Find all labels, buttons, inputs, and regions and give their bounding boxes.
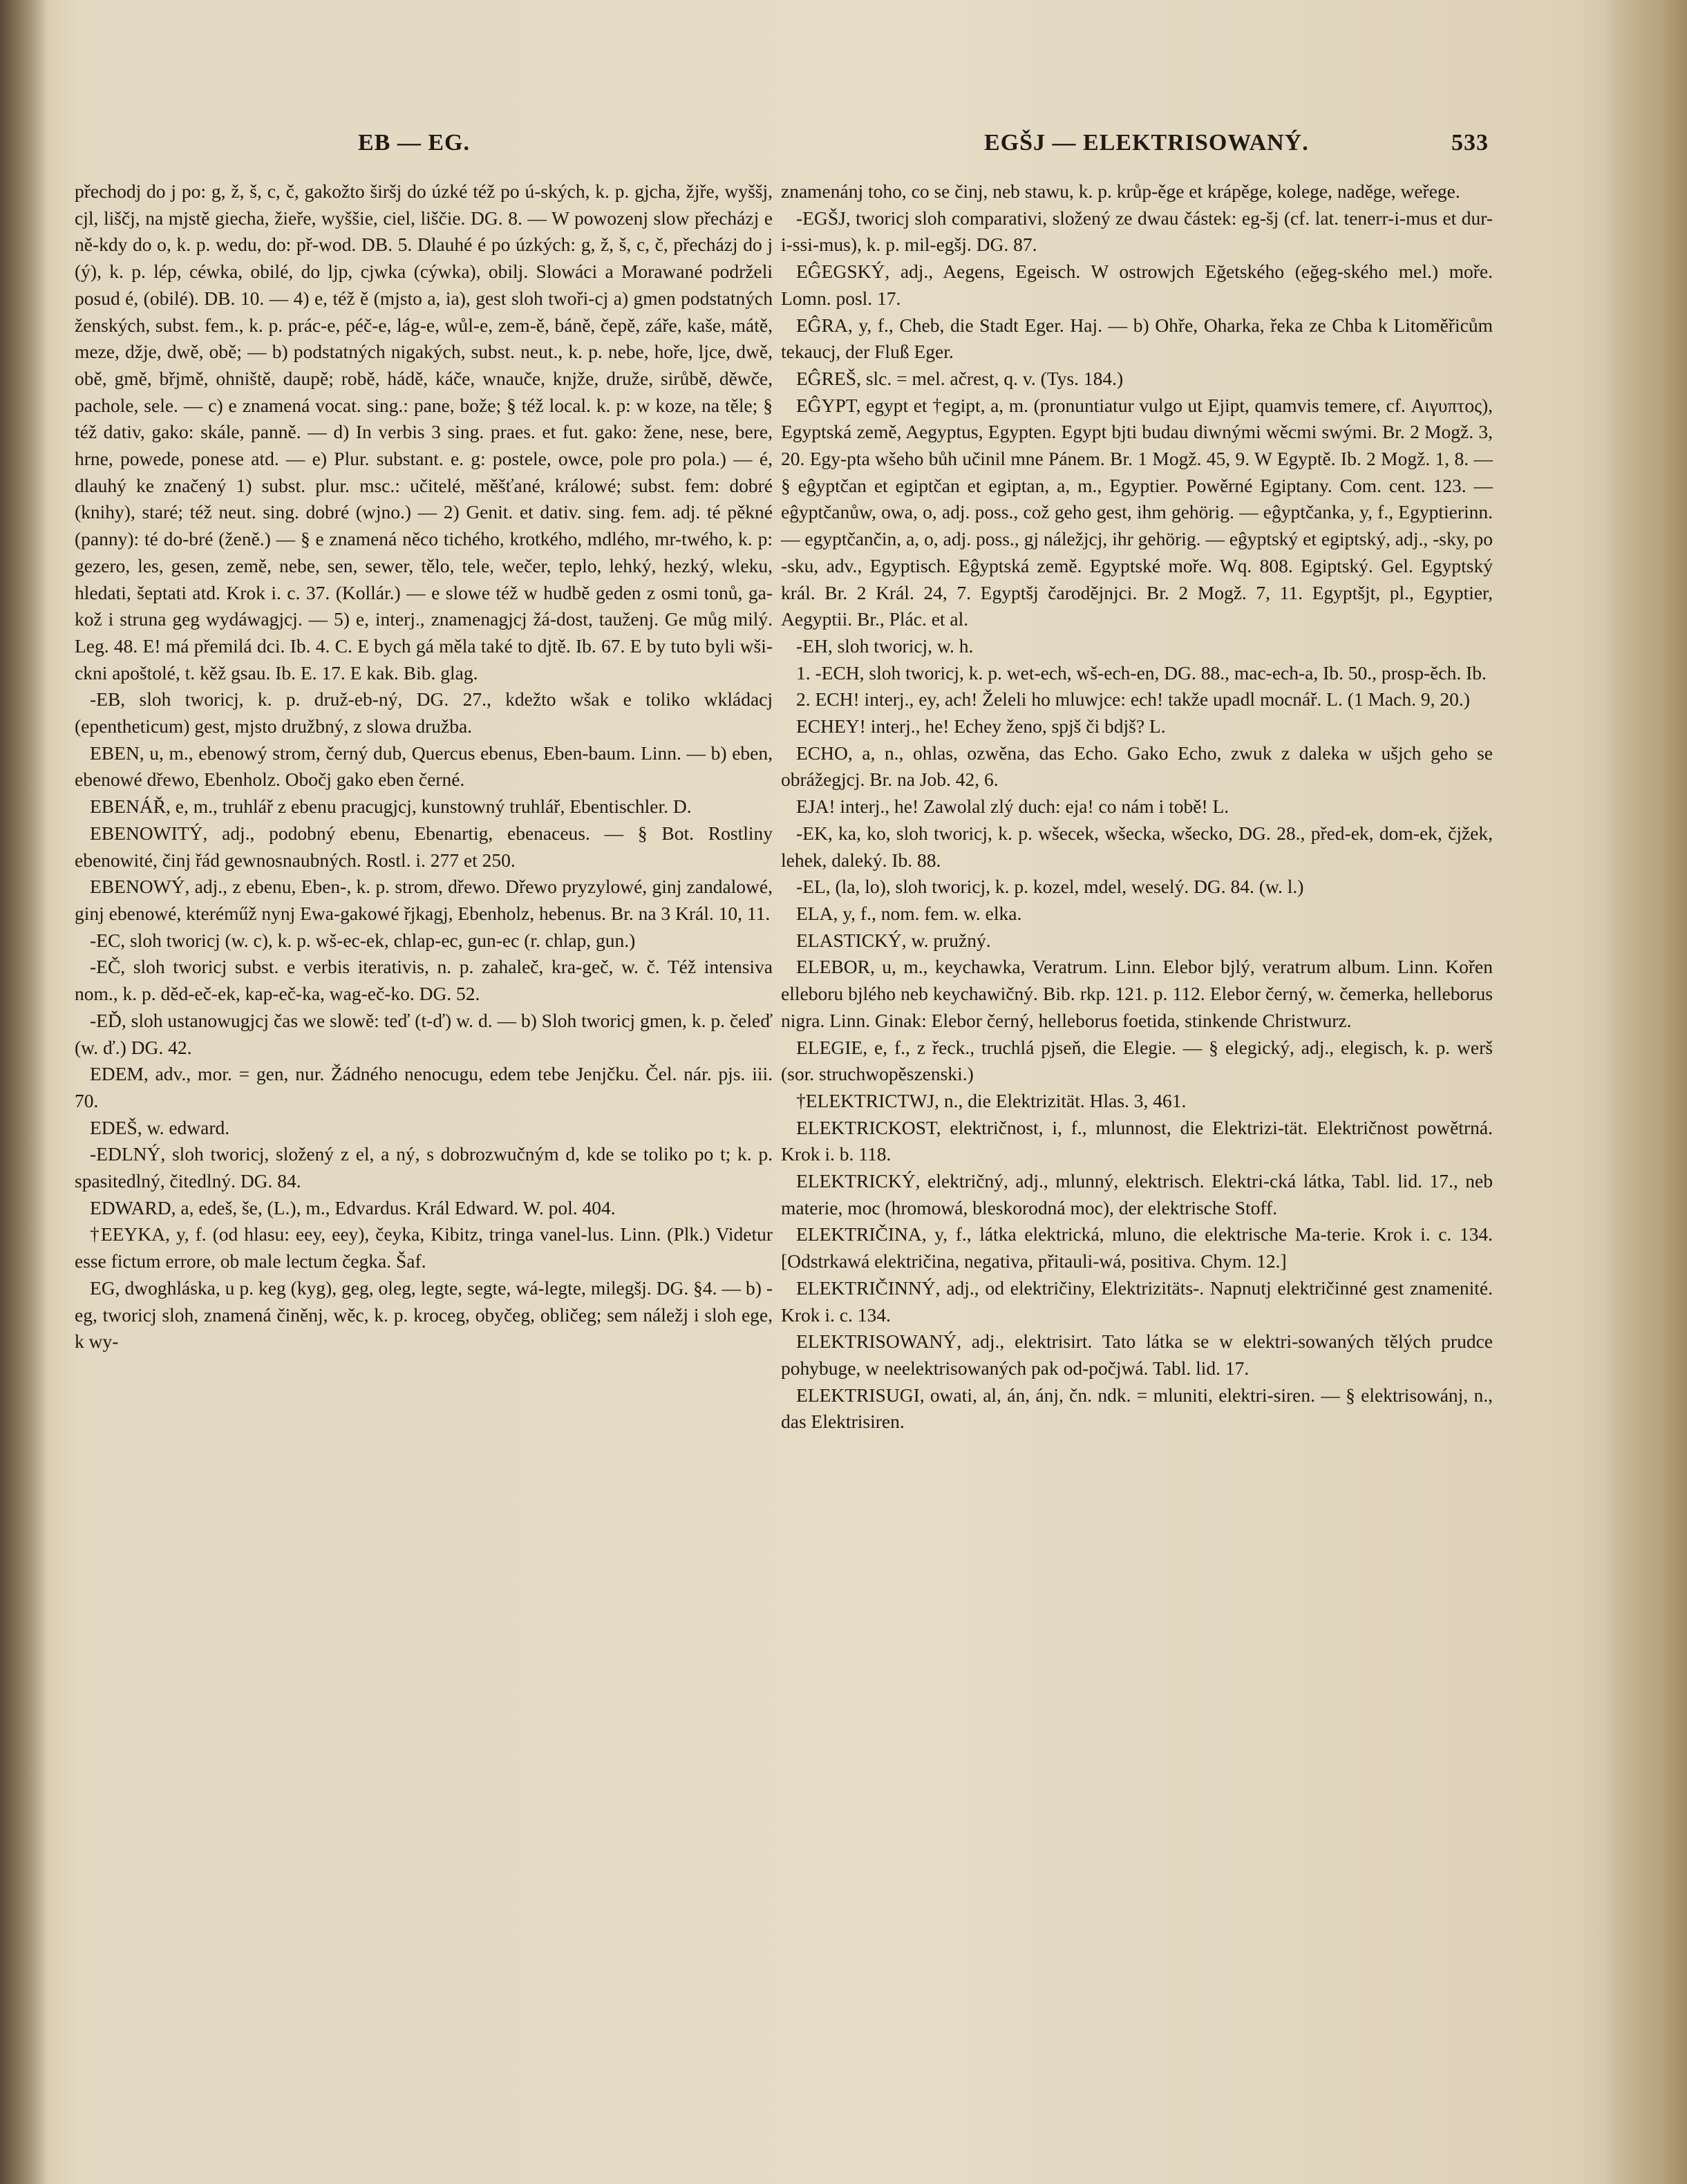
dictionary-entry: ECHEY! interj., he! Echey ženo, spjš či bdjš? L. bbox=[796, 715, 1166, 737]
dictionary-entry: ELASTICKÝ, w. pružný. bbox=[796, 929, 991, 951]
dictionary-entry: -EH, sloh tworicj, w. h. bbox=[796, 634, 974, 657]
dictionary-entry: EG, dwoghláska, u p. keg (kyg), geg, oleg, legte, segte, wá-legte, milegšj. DG. §4. — b) -eg, tworicj sloh, znamená činěnj, wěc, k. p. kroceg, obyčeg, obličeg; sem náležj i sloh ege, k wy- bbox=[75, 1277, 773, 1353]
dictionary-entry: ELEKTRICKOST, električnost, i, f., mlunnost, die Elektrizi-tät. Električnost powětrná. Krok i. b. 118. bbox=[781, 1116, 1493, 1165]
dictionary-entry: znamenánj toho, co se činj, neb stawu, k. p. krůp-ěge et krápěge, kolege, naděge, weřege. bbox=[781, 180, 1460, 202]
dictionary-entry: 1. -ECH, sloh tworicj, k. p. wet-ech, wš-ech-en, DG. 88., mac-ech-a, Ib. 50., prosp-ěch. Ib. bbox=[796, 661, 1487, 684]
dictionary-entry: ELEKTRIČINA, y, f., látka elektrická, mluno, die elektrische Ma-terie. Krok i. c. 134. [Odstrkawá električina, negativa, přitauli-wá, positiva. Chym. 12.] bbox=[781, 1223, 1493, 1272]
running-head-right: EGŠJ — ELEKTRISOWANÝ. bbox=[984, 130, 1309, 156]
dictionary-entry: -EDLNÝ, sloh tworicj, složený z el, a ný, s dobrozwučným d, kde se toliko po t; k. p. spasitedlný, čitedlný. DG. 84. bbox=[75, 1143, 773, 1192]
dictionary-entry: EBEN, u, m., ebenowý strom, černý dub, Quercus ebenus, Eben-baum. Linn. — b) eben, ebenowé dřewo, Ebenholz. Obočj gako eben černé. bbox=[75, 742, 773, 791]
left-column bbox=[75, 178, 773, 1355]
dictionary-entry: ELEKTRICKÝ, električný, adj., mlunný, elektrisch. Elektri-cká látka, Tabl. lid. 17., neb materie, moc (hromowá, bleskorodná moc), der elektrische Stoff. bbox=[781, 1170, 1493, 1218]
page-gutter-shadow bbox=[0, 0, 48, 2184]
dictionary-entry: -EL, (la, lo), sloh tworicj, k. p. kozel, mdel, weselý. DG. 84. (w. l.) bbox=[796, 876, 1304, 898]
dictionary-entry: †EEYKA, y, f. (od hlasu: eey, eey), čeyka, Kibitz, tringa vanel-lus. Linn. (Plk.) Videtur esse fictum errore, ob male lectum čegka. Šaf. bbox=[75, 1223, 773, 1272]
dictionary-entry: ELEKTRIČINNÝ, adj., od električiny, Elektrizitäts-. Napnutj električinné gest znamenité. Krok i. c. 134. bbox=[781, 1277, 1493, 1326]
dictionary-entry: ELA, y, f., nom. fem. w. elka. bbox=[796, 902, 1022, 924]
dictionary-entry: -EC, sloh tworicj (w. c), k. p. wš-ec-ek, chlap-ec, gun-ec (r. chlap, gun.) bbox=[90, 929, 636, 951]
dictionary-entry: ELEKTRISOWANÝ, adj., elektrisirt. Tato látka se w elektri-sowaných tělých prudce pohybuge, w neelektrisowaných pak od-počjwá. Tabl. lid. 17. bbox=[781, 1330, 1493, 1379]
dictionary-entry: -EK, ka, ko, sloh tworicj, k. p. wšecek, wšecka, wšecko, DG. 28., před-ek, dom-ek, čjžek, lehek, daleký. Ib. 88. bbox=[781, 822, 1493, 871]
page-edge-shadow bbox=[1604, 0, 1687, 2184]
dictionary-entry: EĜRA, y, f., Cheb, die Stadt Eger. Haj. — b) Ohře, Oharka, řeka ze Chba k Litoměřicům tekaucj, der Fluß Eger. bbox=[781, 314, 1493, 363]
dictionary-entry: přechodj do j po: g, ž, š, c, č, gakožto širšj do úzké též po ú-ských, k. p. gjcha, žjře, wyššj, cjl, liščj, na mjstě giecha, žieře, wyššie, ciel, liščie. DG. 8. — W powozenj slow přecházj e ně-kdy do o, k. p. wedu, do: př-wod. DB. 5. Dlauhé é po úzkých: g, ž, š, c, č, přecházj do j (ý), k. p. lép, céwka, obilé, do ljp, cjwka (cýwka), obilj. Slowáci a Morawané podrželi posud é, (obilé). DB. 10. — 4) e, též ě (mjsto a, ia), gest sloh twoři-cj a) gmen podstatných ženských, subst. fem., k. p. prác-e, péč-e, lág-e, wůl-e, zem-ě, báně, čepě, záře, kaše, mátě, meze, džje, dwě, obě; — b) podstatných nigakých, subst. neut., k. p. nebe, hoře, ljce, dwě, obě, gmě, břjmě, ohniště, daupě; robě, hádě, káče, wnauče, knjže, druže, sirůbě, děwče, pachole, sele. — c) e znamená vocat. sing.: pane, bože; § též local. k. p: w koze, na těle; § též dativ, gako: skále, panně. — d) In verbis 3 sing. praes. et fut. gako: žene, nese, bere, hrne, powede, ponese atd. — e) Plur. substant. e. g: postele, owce, pole pro pola.) — é, dlauhý ke značený 1) subst. plur. msc.: učitelé, měšťané, králowé; subst. fem: dobré (knihy), staré; též neut. sing. dobré (wjno.) — 2) Genit. et dativ. sing. fem. adj. té pěkné (panny): té do-bré (ženě.) — § e znamená něco tichého, krotkého, mdlého, mr-twého, k. p: gezero, les, gesen, země, nebe, sen, sewer, tělo, tele, wečer, teplo, lehký, hezký, wleku, hledati, šeptati atd. Krok i. c. 37. (Kollár.) — e slowe též w hudbě geden z osmi tonů, ga-kož i struna geg wydáwagjcj. — 5) e, interj., znamenagjcj žá-dost, tauženj. Ge můg milý. Leg. 48. E! má přemilá dci. Ib. 4. C. E bych gá měla také to djtě. Ib. 67. E by tuto byli wši-ckni apoštolé, t. kěž gsau. Ib. E. 17. E kak. Bib. glag. bbox=[75, 180, 773, 684]
dictionary-entry: ELEGIE, e, f., z řeck., truchlá pjseň, die Elegie. — § elegický, adj., elegisch, k. p. werš (sor. struchwopěszenski.) bbox=[781, 1036, 1493, 1085]
dictionary-entry: †ELEKTRICTWJ, n., die Elektrizität. Hlas. 3, 461. bbox=[796, 1089, 1187, 1111]
dictionary-entry: EĜEGSKÝ, adj., Aegens, Egeisch. W ostrowjch Eğetského (eğeg-ského mel.) moře. Lomn. posl. 17. bbox=[781, 261, 1493, 309]
dictionary-entry: ELEBOR, u, m., keychawka, Veratrum. Linn. Elebor bjlý, veratrum album. Linn. Kořen elleboru bjlého neb keychawičný. Bib. rkp. 121. p. 112. Elebor černý, w. čemerka, helleborus nigra. Linn. Ginak: Elebor černý, helleborus foetida, stinkende Christwurz. bbox=[781, 956, 1493, 1031]
dictionary-entry: EJA! interj., he! Zawolal zlý duch: eja! co nám i tobě! L. bbox=[796, 796, 1229, 818]
dictionary-entry: EDEM, adv., mor. = gen, nur. Žádného nenocugu, edem tebe Jenjčku. Čel. nár. pjs. iii. 70. bbox=[75, 1063, 773, 1111]
dictionary-entry: EBENOWITÝ, adj., podobný ebenu, Ebenartig, ebenaceus. — § Bot. Rostliny ebenowité, činj řád gewnosnaubných. Rostl. i. 277 et 250. bbox=[75, 822, 773, 871]
dictionary-entry: EĜYPT, egypt et †egipt, a, m. (pronuntiatur vulgo ut Ejipt, quamvis temere, cf. Αιγυπτος), Egyptská země, Aegyptus, Egypten. Egypt bjti budau diwnými wěcmi swými. Br. 2 Mogž. 3, 20. Egy-pta wšeho bůh učinil mne Pánem. Br. 1 Mogž. 45, 9. W Egyptě. Ib. 2 Mogž. 1, 8. — § eĝyptčan et egiptčan et egiptan, a, m., Egyptier. Powěrné Egiptany. Com. cent. 123. — eĝyptčanůw, owa, o, adj. poss., což geho gest, ihm gehörig. — eĝyptčanka, y, f., Egyptierinn. — egyptčančin, a, o, adj. poss., gj náležjcj, ihr gehörig. — eĝyptský et egiptský, adj., -sky, po -sku, adv., Egyptisch. Eĝyptská země. Egyptské moře. Wq. 808. Egiptský. Gel. Egyptský král. Br. 2 Král. 24, 7. Egyptšj čarodějnjci. Br. 2 Mogž. 7, 11. Egyptšjt, pl., Egyptier, Aegyptii. Br., Plác. et al. bbox=[781, 394, 1493, 630]
dictionary-entry: -EĎ, sloh ustanowugjcj čas we slowě: teď (t-ď) w. d. — b) Sloh tworicj gmen, k. p. čeleď (w. ď.) DG. 42. bbox=[75, 1009, 773, 1058]
dictionary-entry: ECHO, a, n., ohlas, ozwěna, das Echo. Gako Echo, zwuk z daleka w ušjch geho se obrážegjcj. Br. na Job. 42, 6. bbox=[781, 742, 1493, 791]
dictionary-entry: ELEKTRISUGI, owati, al, án, ánj, čn. ndk. = mluniti, elektri-siren. — § elektrisowánj, n., das Elektrisiren. bbox=[781, 1384, 1493, 1433]
dictionary-entry: EBENÁŘ, e, m., truhlář z ebenu pracugjcj, kunstowný truhlář, Ebentischler. D. bbox=[90, 796, 692, 818]
dictionary-entry: EBENOWÝ, adj., z ebenu, Eben-, k. p. strom, dřewo. Dřewo pryzylowé, ginj zandalowé, ginj ebenowé, kteréműž nynj Ewa-gakowé řjkagj, Ebenholz, hebenus. Br. na 3 Král. 10, 11. bbox=[75, 876, 773, 924]
dictionary-entry: EDEŠ, w. edward. bbox=[90, 1116, 230, 1138]
page-number: 533 bbox=[1451, 130, 1489, 156]
dictionary-entry: 2. ECH! interj., ey, ach! Želeli ho mluwjce: ech! takže upadl mocnář. L. (1 Mach. 9, 20.) bbox=[796, 688, 1470, 710]
running-head-left: EB — EG. bbox=[358, 130, 470, 156]
dictionary-entry: EDWARD, a, edeš, še, (L.), m., Edvardus. Král Edward. W. pol. 404. bbox=[90, 1196, 616, 1218]
dictionary-entry: -EČ, sloh tworicj subst. e verbis iterativis, n. p. zahaleč, kra-geč, w. č. Též intensiva nom., k. p. děd-eč-ek, kap-eč-ka, wag-eč-ko. DG. 52. bbox=[75, 956, 773, 1005]
dictionary-entry: -EGŠJ, tworicj sloh comparativi, složený ze dwau částek: eg-šj (cf. lat. tenerr-i-mus et dur-i-ssi-mus), k. p. mil-egšj. DG. 87. bbox=[781, 207, 1493, 256]
dictionary-entry: -EB, sloh tworicj, k. p. druž-eb-ný, DG. 27., kdežto wšak e toliko wkládacj (epentheticum) gest, mjsto družbný, z slowa družba. bbox=[75, 688, 773, 737]
right-column bbox=[781, 178, 1493, 1435]
dictionary-entry: EĜREŠ, slc. = mel. ačrest, q. v. (Tys. 184.) bbox=[796, 367, 1124, 389]
